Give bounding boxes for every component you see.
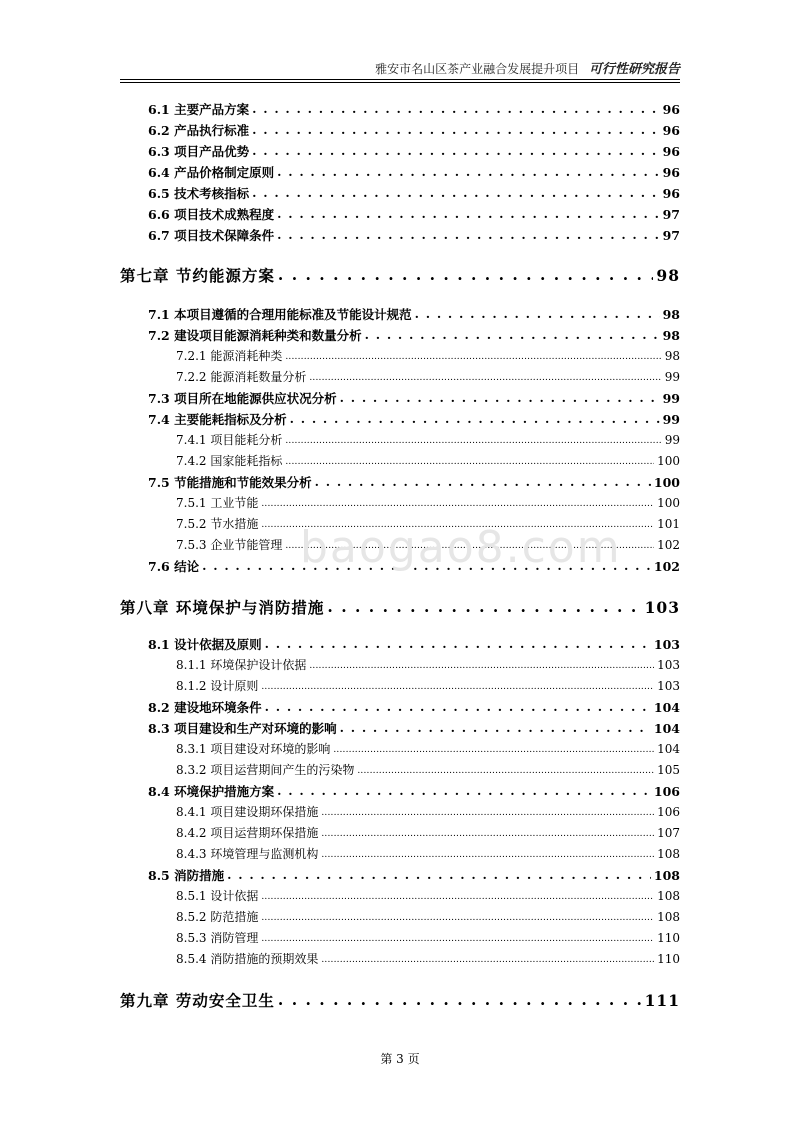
toc-subentry-title: 8.5.2 防范措施 <box>176 910 259 924</box>
toc-entry[interactable] <box>148 100 680 120</box>
toc-entry-title: 8.2 建设地环境条件 <box>148 700 262 715</box>
toc-entry[interactable] <box>148 121 680 141</box>
toc-entry-title: 8.3 项目建设和生产对环境的影响 <box>148 721 337 736</box>
toc-leader <box>227 867 651 882</box>
toc-subentry[interactable] <box>176 740 680 760</box>
toc-entry-page: 97 <box>662 228 680 243</box>
toc-entry[interactable] <box>148 635 680 655</box>
toc-subentry-title: 8.4.3 环境管理与监测机构 <box>176 847 319 861</box>
toc-chapter-page: 98 <box>656 266 680 285</box>
toc-leader <box>261 888 654 902</box>
toc-entry-title: 7.6 结论 <box>148 559 200 574</box>
toc-leader <box>357 762 654 776</box>
toc-entry-page: 96 <box>662 102 680 117</box>
toc-chapter-title: 第七章 节约能源方案 <box>120 266 275 285</box>
toc-chapter-page: 111 <box>644 991 680 1010</box>
toc-chapter-title: 第八章 环境保护与消防措施 <box>120 598 325 617</box>
toc-entry-title: 6.3 项目产品优势 <box>148 144 250 159</box>
toc-leader <box>365 327 660 342</box>
toc-entry[interactable] <box>148 782 680 802</box>
toc-entry[interactable] <box>148 866 680 886</box>
toc-subentry[interactable] <box>176 347 680 367</box>
toc-subentry-page: 108 <box>657 847 680 861</box>
toc-subentry-title: 8.4.2 项目运营期环保措施 <box>176 826 319 840</box>
toc-entry-title: 6.6 项目技术成熟程度 <box>148 207 275 222</box>
toc-entry-title: 8.4 环境保护措施方案 <box>148 784 275 799</box>
toc-subentry[interactable] <box>176 677 680 697</box>
toc-entry-page: 108 <box>653 868 680 883</box>
toc-leader <box>261 678 654 692</box>
toc-leader <box>315 474 651 489</box>
toc-entry-page: 99 <box>662 391 680 406</box>
toc-entry-page: 98 <box>662 328 680 343</box>
toc-subentry-title: 7.4.1 项目能耗分析 <box>176 433 283 447</box>
toc-subentry-title: 8.1.1 环境保护设计依据 <box>176 658 307 672</box>
toc-leader <box>252 143 659 158</box>
toc-leader <box>309 657 654 671</box>
toc-subentry-title: 8.3.1 项目建设对环境的影响 <box>176 742 331 756</box>
toc-entry-title: 6.2 产品执行标准 <box>148 123 250 138</box>
toc-entry[interactable] <box>148 389 680 409</box>
toc-subentry-page: 106 <box>657 805 680 819</box>
toc-leader <box>278 990 642 1009</box>
toc-entry-title: 8.5 消防措施 <box>148 868 225 883</box>
toc-entry-page: 106 <box>653 784 680 799</box>
toc-leader <box>290 411 660 426</box>
toc-chapter-entry[interactable] <box>120 264 680 290</box>
toc-entry-page: 102 <box>653 559 680 574</box>
toc-entry-title: 7.3 项目所在地能源供应状况分析 <box>148 391 337 406</box>
toc-leader <box>265 699 651 714</box>
toc-subentry-page: 110 <box>657 952 680 966</box>
toc-entry-page: 96 <box>662 165 680 180</box>
toc-subentry[interactable] <box>176 431 680 451</box>
toc-subentry[interactable] <box>176 656 680 676</box>
toc-subentry-title: 8.5.1 设计依据 <box>176 889 259 903</box>
toc-entry-title: 7.5 节能措施和节能效果分析 <box>148 475 312 490</box>
toc-leader <box>327 597 641 616</box>
toc-subentry[interactable] <box>176 824 680 844</box>
toc-leader <box>321 825 654 839</box>
toc-entry[interactable] <box>148 305 680 325</box>
watermark: baogao8.com <box>300 522 622 573</box>
toc-entry[interactable] <box>148 226 680 246</box>
toc-subentry-title: 7.2.2 能源消耗数量分析 <box>176 370 307 384</box>
toc-chapter-page: 103 <box>644 598 680 617</box>
toc-entry-page: 104 <box>653 721 680 736</box>
toc-entry-page: 104 <box>653 700 680 715</box>
toc-entry-title: 6.1 主要产品方案 <box>148 102 250 117</box>
toc-subentry[interactable] <box>176 494 680 514</box>
toc-entry-title: 6.7 项目技术保障条件 <box>148 228 275 243</box>
toc-subentry[interactable] <box>176 368 680 388</box>
toc-entry[interactable] <box>148 163 680 183</box>
toc-leader <box>321 804 654 818</box>
toc-entry[interactable] <box>148 142 680 162</box>
toc-subentry[interactable] <box>176 908 680 928</box>
toc-subentry-page: 101 <box>657 517 680 531</box>
toc-leader <box>321 846 654 860</box>
toc-entry[interactable] <box>148 326 680 346</box>
toc-subentry[interactable] <box>176 761 680 781</box>
toc-entry-title: 7.4 主要能耗指标及分析 <box>148 412 287 427</box>
toc-chapter-title: 第九章 劳动安全卫生 <box>120 991 275 1010</box>
toc-leader <box>333 741 654 755</box>
toc-subentry-page: 105 <box>657 763 680 777</box>
toc-subentry[interactable] <box>176 887 680 907</box>
toc-leader <box>265 636 651 651</box>
toc-subentry-title: 7.5.3 企业节能管理 <box>176 538 283 552</box>
toc-subentry-page: 99 <box>664 370 680 384</box>
toc-entry-title: 6.5 技术考核指标 <box>148 186 250 201</box>
header-rule <box>120 79 680 80</box>
toc-leader <box>277 227 659 242</box>
toc-leader <box>277 206 659 221</box>
running-header <box>120 58 680 78</box>
toc-entry-title: 6.4 产品价格制定原则 <box>148 165 275 180</box>
toc-leader <box>415 306 660 321</box>
toc-subentry[interactable] <box>176 845 680 865</box>
toc-entry-page: 96 <box>662 123 680 138</box>
toc-leader <box>252 122 659 137</box>
toc-subentry-title: 7.2.1 能源消耗种类 <box>176 349 283 363</box>
toc-subentry-page: 110 <box>657 931 680 945</box>
toc-leader <box>278 265 654 284</box>
toc-subentry[interactable] <box>176 452 680 472</box>
toc-subentry-title: 7.4.2 国家能耗指标 <box>176 454 283 468</box>
toc-subentry-page: 100 <box>657 454 680 468</box>
toc-subentry-page: 100 <box>657 496 680 510</box>
toc-subentry[interactable] <box>176 929 680 949</box>
toc-entry-page: 100 <box>653 475 680 490</box>
toc-entry-title: 7.1 本项目遵循的合理用能标准及节能设计规范 <box>148 307 412 322</box>
toc-leader <box>285 348 661 362</box>
toc-subentry-page: 104 <box>657 742 680 756</box>
toc-subentry-page: 99 <box>664 433 680 447</box>
toc-entry[interactable] <box>148 184 680 204</box>
header-report-title: 可行性研究报告 <box>588 62 680 77</box>
toc-entry-page: 103 <box>653 637 680 652</box>
toc-subentry[interactable] <box>176 803 680 823</box>
header-rule-thin <box>120 82 680 83</box>
toc-subentry-title: 8.4.1 项目建设期环保措施 <box>176 805 319 819</box>
toc-leader <box>277 783 651 798</box>
toc-entry-title: 8.1 设计依据及原则 <box>148 637 262 652</box>
toc-entry-page: 96 <box>662 144 680 159</box>
toc-entry[interactable] <box>148 698 680 718</box>
toc-subentry-page: 108 <box>657 889 680 903</box>
toc-leader <box>261 909 654 923</box>
toc-entry[interactable] <box>148 410 680 430</box>
toc-subentry-title: 7.5.1 工业节能 <box>176 496 259 510</box>
toc-entry-page: 96 <box>662 186 680 201</box>
toc-leader <box>309 369 661 383</box>
toc-subentry[interactable] <box>176 950 680 970</box>
toc-subentry-page: 102 <box>657 538 680 552</box>
toc-entry-page: 99 <box>662 412 680 427</box>
toc-leader <box>340 720 651 735</box>
toc-leader <box>261 495 654 509</box>
toc-subentry-title: 8.5.3 消防管理 <box>176 931 259 945</box>
toc-leader <box>340 390 660 405</box>
toc-leader <box>321 951 654 965</box>
toc-entry[interactable] <box>148 719 680 739</box>
toc-subentry-page: 108 <box>657 910 680 924</box>
toc-subentry-title: 8.5.4 消防措施的预期效果 <box>176 952 319 966</box>
toc-chapter-entry[interactable] <box>120 596 680 622</box>
toc-entry[interactable] <box>148 473 680 493</box>
toc-leader <box>285 453 654 467</box>
toc-leader <box>285 432 661 446</box>
toc-subentry-page: 103 <box>657 658 680 672</box>
header-project-title: 雅安市名山区茶产业融合发展提升项目 <box>375 62 580 76</box>
toc-subentry-page: 98 <box>664 349 680 363</box>
toc-leader <box>252 101 659 116</box>
toc-entry[interactable] <box>148 205 680 225</box>
toc-entry-title: 7.2 建设项目能源消耗种类和数量分析 <box>148 328 362 343</box>
toc-subentry-page: 103 <box>657 679 680 693</box>
toc-subentry-title: 7.5.2 节水措施 <box>176 517 259 531</box>
toc-entry-page: 98 <box>662 307 680 322</box>
toc-chapter-entry[interactable] <box>120 989 680 1015</box>
toc-subentry-page: 107 <box>657 826 680 840</box>
page-number: 第 3 页 <box>380 1052 420 1066</box>
toc-leader <box>277 164 659 179</box>
toc-leader <box>252 185 659 200</box>
toc-subentry-title: 8.1.2 设计原则 <box>176 679 259 693</box>
toc-subentry-title: 8.3.2 项目运营期间产生的污染物 <box>176 763 355 777</box>
toc-entry-page: 97 <box>662 207 680 222</box>
toc-leader <box>261 930 654 944</box>
